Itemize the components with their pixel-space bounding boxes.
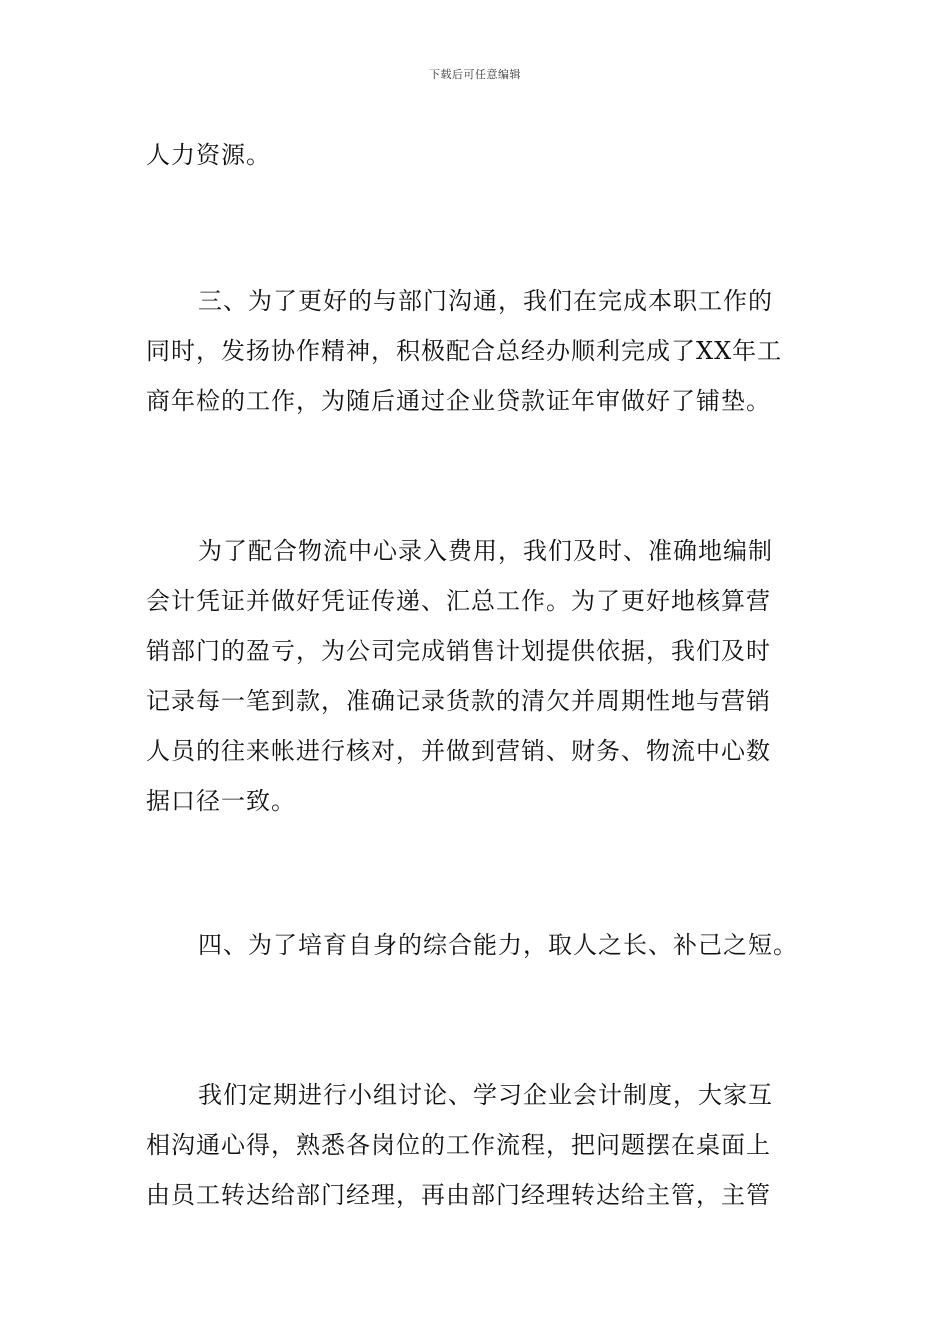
paragraph-line: 记录每一笔到款，准确记录货款的清欠并周期性地与营销 bbox=[146, 687, 771, 715]
paragraph-line: 为了配合物流中心录入费用，我们及时、准确地编制 bbox=[198, 537, 773, 565]
paragraph-section-three bbox=[146, 276, 808, 426]
paragraph-line: 四、为了培育自身的综合能力，取人之长、补己之短。 bbox=[198, 931, 798, 959]
page-header: 下载后可任意编辑 bbox=[429, 68, 521, 81]
paragraph-line: 三、为了更好的与部门沟通，我们在完成本职工作的 bbox=[198, 287, 773, 315]
paragraph-line: 人员的往来帐进行核对，并做到营销、财务、物流中心数 bbox=[146, 737, 771, 765]
paragraph-line: 相沟通心得，熟悉各岗位的工作流程，把问题摆在桌面上 bbox=[146, 1131, 771, 1159]
paragraph-continuation bbox=[146, 130, 808, 180]
paragraph-section-four bbox=[146, 920, 808, 970]
paragraph-line: 销部门的盈亏，为公司完成销售计划提供依据，我们及时 bbox=[146, 637, 771, 665]
paragraph-line: 同时，发扬协作精神，积极配合总经办顺利完成了XX年工 bbox=[146, 337, 783, 365]
paragraph-training bbox=[146, 1070, 808, 1220]
paragraph-line: 人力资源。 bbox=[146, 141, 271, 169]
paragraph-line: 我们定期进行小组讨论、学习企业会计制度，大家互 bbox=[198, 1081, 773, 1109]
paragraph-line: 据口径一致。 bbox=[146, 787, 296, 815]
paragraph-logistics bbox=[146, 526, 808, 826]
paragraph-line: 由员工转达给部门经理，再由部门经理转达给主管，主管 bbox=[146, 1181, 771, 1209]
paragraph-line: 商年检的工作，为随后通过企业贷款证年审做好了铺垫。 bbox=[146, 387, 771, 415]
paragraph-line: 会计凭证并做好凭证传递、汇总工作。为了更好地核算营 bbox=[146, 587, 771, 615]
